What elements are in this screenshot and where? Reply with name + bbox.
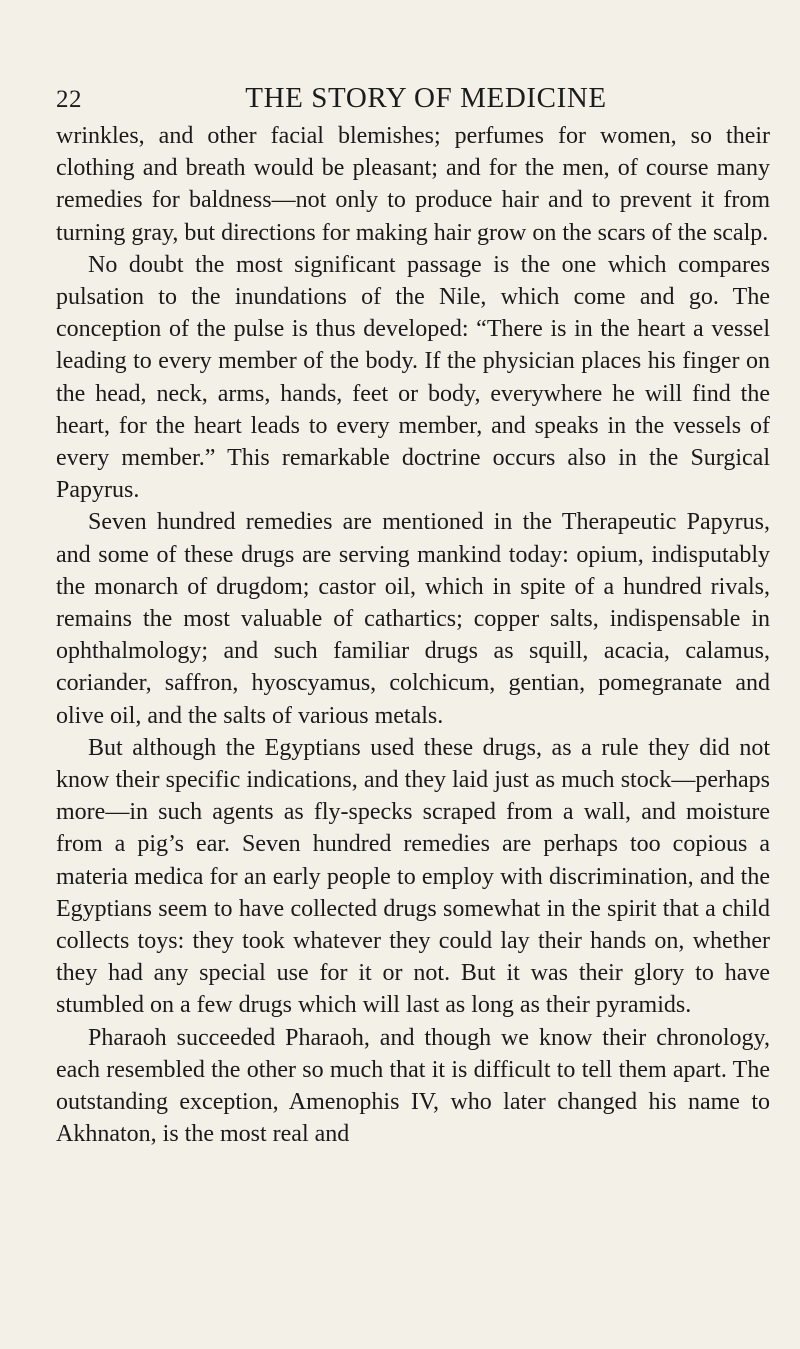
page-number: 22 bbox=[56, 86, 82, 113]
paragraph: Seven hundred remedies are mentioned in the Therapeutic Papyrus, and some of these drugs are serving mankind today: opium, indisputably the monarch of drugdom; castor oil, which in spite of a hundred rivals, remains the most valuable of cathartics; copper salts, indispensable in ophthalmology; and such familiar drugs as squill, acacia, calamus, coriander, saffron, hyoscyamus, colchicum, gentian, pomegranate and olive oil, and the salts of various metals. bbox=[56, 509, 770, 729]
body-text bbox=[56, 120, 770, 1151]
paragraph: Pharaoh succeeded Pharaoh, and though we know their chronology, each resembled the other so much that it is difficult to tell them apart. The outstanding exception, Amenophis IV, who later changed his name to Akhnaton, is the most real and bbox=[56, 1024, 770, 1148]
paragraph: But although the Egyptians used these drugs, as a rule they did not know their specific indications, and they laid just as much stock—perhaps more—in such agents as fly-specks scraped from a wall, and moisture from a pig’s ear. Seven hundred remedies are perhaps too copious a materia medica for an early people to employ with discrimination, and the Egyptians seem to have collected drugs somewhat in the spirit that a child collects toys: they took whatever they could lay their hands on, whether they had any special use for it or not. But it was their glory to have stumbled on a few drugs which will last as long as their pyramids. bbox=[56, 734, 770, 1019]
running-title: THE STORY OF MEDICINE bbox=[245, 82, 607, 114]
running-head bbox=[56, 82, 756, 118]
paragraph: No doubt the most significant passage is the one which compares pulsation to the inundations of the Nile, which come and go. The conception of the pulse is thus developed: “There is in the heart a vessel leading to every member of the body. If the physician places his finger on the head, neck, arms, hands, feet or body, everywhere he will find the heart, for the heart leads to every member, and speaks in the vessels of every member.” This remarkable doctrine occurs also in the Surgical Papyrus. bbox=[56, 251, 770, 504]
paragraph: wrinkles, and other facial blemishes; perfumes for women, so their clothing and breath would be pleasant; and for the men, of course many remedies for baldness—not only to produce hair and to prevent it from turning gray, but directions for making hair grow on the scars of the scalp. bbox=[56, 123, 770, 246]
